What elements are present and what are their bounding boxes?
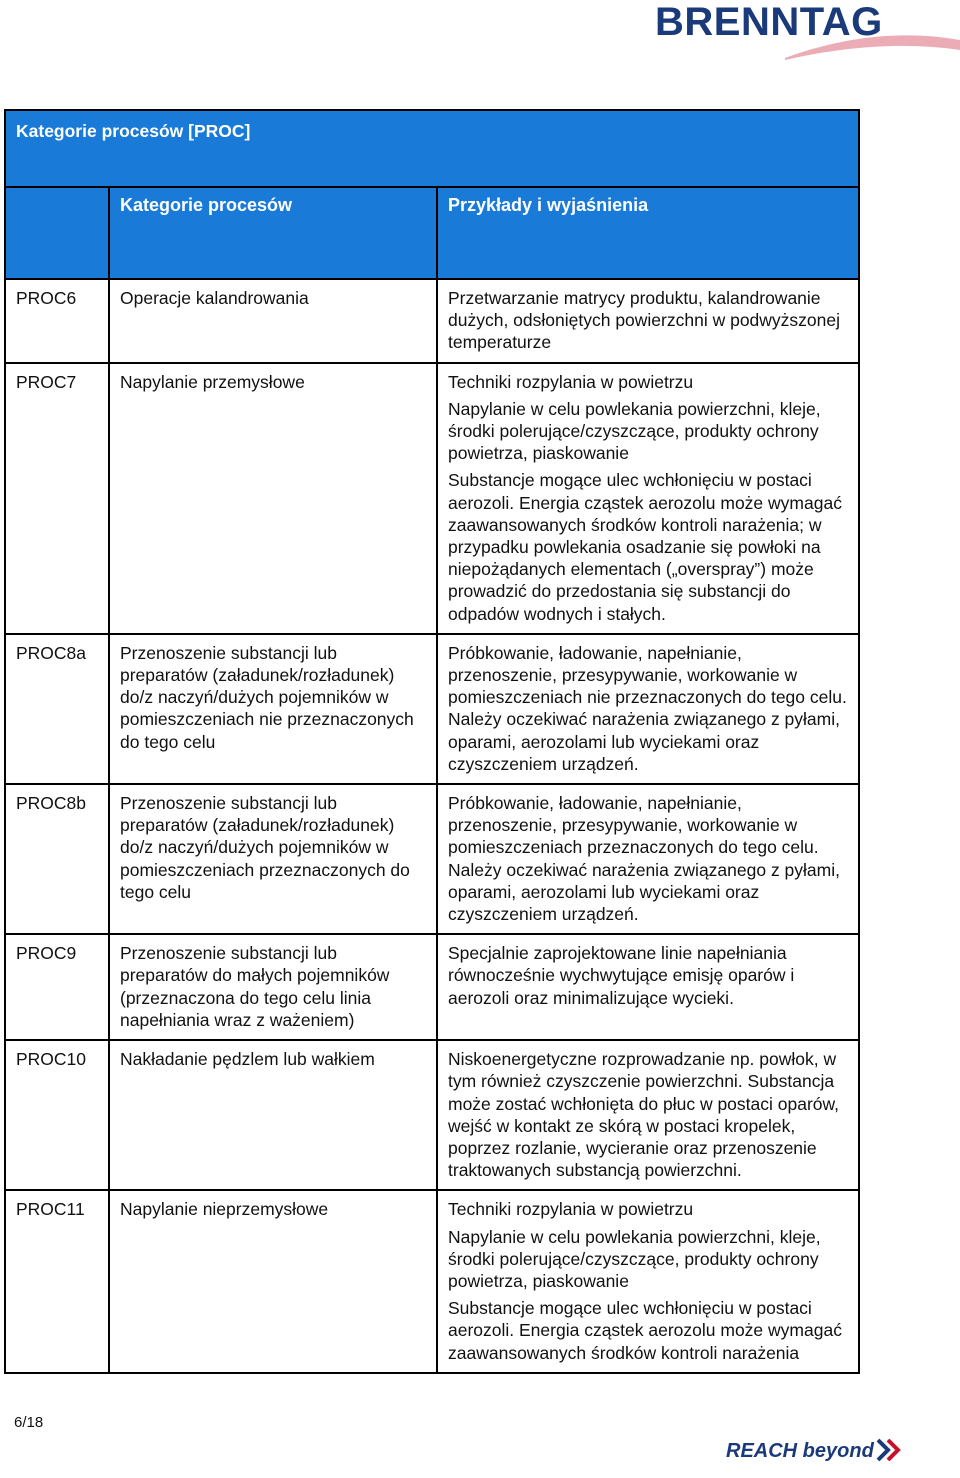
reach-beyond-logo: REACH beyond	[726, 1440, 874, 1462]
process-categories-table	[4, 109, 860, 1374]
example-paragraph: Niskoenergetyczne rozprowadzanie np. powłok, w tym również czyszczenie powierzchni. Substancja może zostać wchłonięta do płuc w postaci oparów, wejść w kontakt ze skórą w postaci kropelek, poprzez rozlanie, wycieranie oraz przenoszenie traktowanych substancją powierzchni.	[448, 1049, 840, 1181]
table-row	[5, 1190, 859, 1372]
proc-examples	[437, 1190, 859, 1372]
example-paragraph: Substancje mogące ulec wchłonięciu w postaci aerozoli. Energia cząstek aerozolu może wymagać zaawansowanych środków kontroli narażenia	[448, 1298, 842, 1363]
header-examples: Przykłady i wyjaśnienia	[437, 187, 859, 279]
example-paragraph: Próbkowanie, ładowanie, napełnianie, przenoszenie, przesypywanie, workowanie w pomieszczeniach przeznaczonych do tego celu. Należy oczekiwać narażenia związanego z pyłami, oparami, aerozolami lub wyciekami oraz czyszczeniem urządzeń.	[448, 793, 840, 925]
proc-examples	[437, 934, 859, 1040]
header-category: Kategorie procesów	[109, 187, 437, 279]
table-row	[5, 363, 859, 634]
example-paragraph: Napylanie w celu powlekania powierzchni, kleje, środki polerujące/czyszczące, produkty ochrony powietrza, piaskowanie	[448, 398, 821, 464]
proc-code: PROC9	[5, 934, 109, 1040]
proc-category: Napylanie przemysłowe	[109, 363, 437, 634]
proc-category: Operacje kalandrowania	[109, 279, 437, 363]
example-paragraph: Przetwarzanie matrycy produktu, kalandrowanie dużych, odsłoniętych powierzchni w podwyższonej temperaturze	[448, 288, 841, 353]
proc-category: Przenoszenie substancji lub preparatów (załadunek/rozładunek) do/z naczyń/dużych pojemników w pomieszczeniach nie przeznaczonych do tego celu	[109, 634, 437, 784]
page-number: 6/18	[14, 1414, 44, 1431]
proc-code: PROC10	[5, 1040, 109, 1190]
table-row	[5, 1040, 859, 1190]
proc-code: PROC8a	[5, 634, 109, 784]
table-row	[5, 934, 859, 1040]
brenntag-logo	[655, 0, 960, 66]
chevron-right-double-icon	[876, 1437, 906, 1463]
example-paragraph: Techniki rozpylania w powietrzu	[448, 1199, 694, 1220]
proc-examples	[437, 279, 859, 363]
proc-examples	[437, 784, 859, 934]
example-paragraph: Próbkowanie, ładowanie, napełnianie, przenoszenie, przesypywanie, workowanie w pomieszczeniach nie przeznaczonych do tego celu. Należy oczekiwać narażenia związanego z pyłami, oparami, aerozolami lub wyciekami oraz czyszczeniem urządzeń.	[448, 642, 847, 774]
table-title: Kategorie procesów [PROC]	[5, 110, 859, 187]
proc-code: PROC8b	[5, 784, 109, 934]
proc-examples	[437, 634, 859, 784]
proc-examples	[437, 363, 859, 634]
proc-category: Nakładanie pędzlem lub wałkiem	[109, 1040, 437, 1190]
example-paragraph: Substancje mogące ulec wchłonięciu w postaci aerozoli. Energia cząstek aerozolu może wymagać zaawansowanych środków kontroli narażenia; w przypadku powlekania osadzanie się powłoki na niepożądanych elementach („overspray”) może prowadzić do przedostania się substancji do odpadów wodnych i stałych.	[448, 470, 842, 624]
example-paragraph: Specjalnie zaprojektowane linie napełniania równocześnie wychwytujące emisję oparów i aerozoli oraz minimalizujące wycieki.	[448, 943, 795, 1008]
table-row	[5, 634, 859, 784]
proc-examples	[437, 1040, 859, 1190]
table-row	[5, 784, 859, 934]
table-row	[5, 279, 859, 363]
example-paragraph: Napylanie w celu powlekania powierzchni, kleje, środki polerujące/czyszczące, produkty ochrony powietrza, piaskowanie	[448, 1226, 821, 1291]
proc-category: Przenoszenie substancji lub preparatów (załadunek/rozładunek) do/z naczyń/dużych pojemników w pomieszczeniach przeznaczonych do tego celu	[109, 784, 437, 934]
proc-category: Napylanie nieprzemysłowe	[109, 1190, 437, 1372]
proc-category: Przenoszenie substancji lub preparatów do małych pojemników (przeznaczona do tego celu linia napełniania wraz z ważeniem)	[109, 934, 437, 1040]
proc-code: PROC7	[5, 363, 109, 634]
proc-code: PROC11	[5, 1190, 109, 1372]
example-paragraph: Techniki rozpylania w powietrzu	[448, 371, 694, 392]
logo-text: BRENNTAG	[655, 0, 883, 44]
proc-code: PROC6	[5, 279, 109, 363]
header-code-cell	[5, 187, 109, 279]
